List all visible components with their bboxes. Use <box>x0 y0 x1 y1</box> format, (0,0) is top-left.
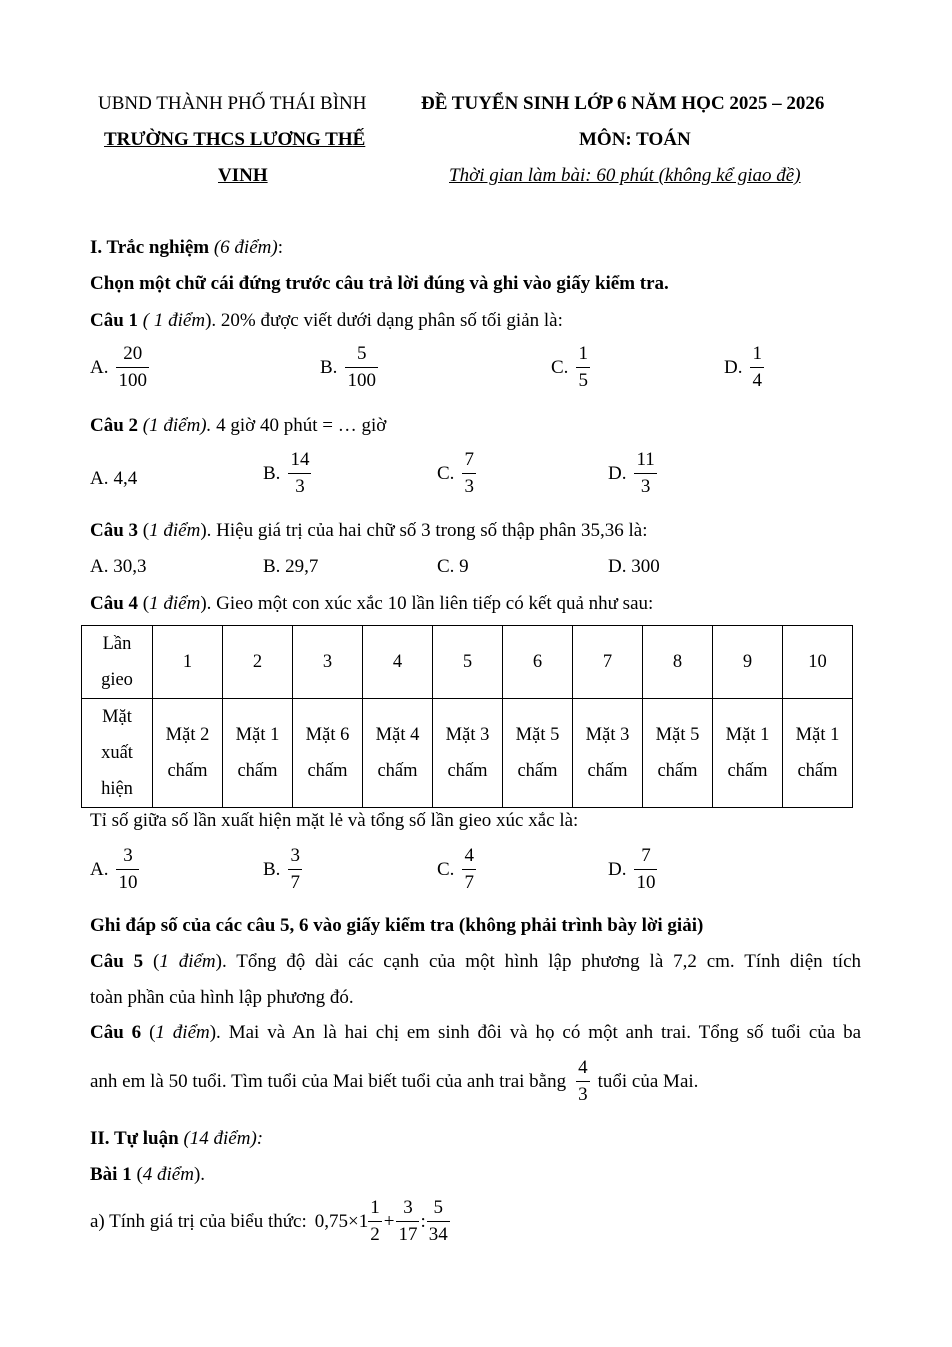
q4-option-a <box>90 846 139 894</box>
throw-cell: 3 <box>293 626 363 699</box>
face-suffix: chấm <box>447 761 488 781</box>
section1-instruction: Chọn một chữ cái đứng trước câu trả lời đúng và ghi vào giấy kiểm tra. <box>90 273 669 294</box>
q3-option-b: B. 29,7 <box>263 556 319 577</box>
q2-option-c <box>437 450 476 498</box>
denominator: 17 <box>398 1223 418 1245</box>
q4-option-d <box>608 846 657 894</box>
bai1-part-a <box>90 1198 450 1246</box>
face-suffix: chấm <box>517 761 558 781</box>
q6-points-open: ( <box>149 1022 156 1043</box>
time-limit: Thời gian làm bài: 60 phút (không kể giao đề) <box>449 165 801 186</box>
header-line: Lần <box>102 634 132 654</box>
q3-option-c: C. 9 <box>437 556 469 577</box>
section2-heading <box>90 1129 263 1148</box>
fraction <box>345 344 378 392</box>
q1-text <box>90 311 563 330</box>
denominator: 3 <box>578 1083 588 1105</box>
school-name: TRƯỜNG THCS LƯƠNG THẾ <box>104 129 366 150</box>
header-line: hiện <box>101 779 133 799</box>
q1-label: Câu 1 <box>90 310 139 331</box>
q4-body: ). Gieo một con xúc xắc 10 lần liên tiếp có kết quả như sau: <box>200 593 654 614</box>
q1-option-b <box>320 344 378 392</box>
throw-cell: 6 <box>503 626 573 699</box>
throw-cell: 4 <box>363 626 433 699</box>
q6-label: Câu 6 <box>90 1022 142 1043</box>
numerator: 1 <box>750 344 764 368</box>
bai1-points-close: ). <box>193 1164 206 1185</box>
option-letter: C. <box>437 462 455 484</box>
numerator: 4 <box>462 846 476 870</box>
numerator: 3 <box>116 846 139 870</box>
q1-body: ). 20% được viết dưới dạng phân số tối giản là: <box>205 310 563 331</box>
throw-cell: 9 <box>713 626 783 699</box>
q6-text-before: anh em là 50 tuổi. Tìm tuổi của Mai biết tuổi của anh trai bằng <box>90 1070 567 1092</box>
face-cell <box>223 699 293 808</box>
face-value: Mặt 3 <box>585 725 630 745</box>
fraction <box>116 344 149 392</box>
q3-points-open: ( <box>142 520 150 541</box>
face-suffix: chấm <box>377 761 418 781</box>
face-suffix: chấm <box>167 761 208 781</box>
face-value: Mặt 2 <box>165 725 210 745</box>
face-cell <box>573 699 643 808</box>
q2-label: Câu 2 <box>90 415 139 436</box>
throw-cell: 8 <box>643 626 713 699</box>
denominator: 3 <box>640 475 651 497</box>
q4-points: 1 điểm <box>149 593 201 614</box>
section2-title: II. Tự luận <box>90 1128 179 1149</box>
throw-cell: 7 <box>573 626 643 699</box>
throw-cell: 1 <box>153 626 223 699</box>
option-letter: A. <box>90 356 109 378</box>
bai1-points: 4 điểm <box>142 1164 194 1185</box>
face-value: Mặt 3 <box>445 725 490 745</box>
q4-points-open: ( <box>142 593 150 614</box>
q1-option-c <box>551 344 590 392</box>
fraction <box>750 344 764 392</box>
face-value: Mặt 1 <box>725 725 770 745</box>
face-suffix: chấm <box>657 761 698 781</box>
throw-cell: 10 <box>783 626 853 699</box>
q6-line1 <box>90 1023 861 1042</box>
denominator: 10 <box>636 871 656 893</box>
q4-option-c <box>437 846 476 894</box>
face-suffix: chấm <box>237 761 278 781</box>
q2-option-b <box>263 450 311 498</box>
subject-title: MÔN: TOÁN <box>579 129 691 150</box>
q3-points: 1 điểm <box>149 520 201 541</box>
face-suffix: chấm <box>587 761 628 781</box>
fraction <box>634 846 657 894</box>
q4-option-b <box>263 846 302 894</box>
face-value: Mặt 4 <box>375 725 420 745</box>
q3-option-d: D. 300 <box>608 556 660 577</box>
fraction <box>368 1198 382 1246</box>
school-name-cont: VINH <box>218 165 268 186</box>
q5-body: ). Tổng độ dài các cạnh của một hình lập phương là 7,2 cm. Tính diện tích <box>215 951 861 972</box>
numerator: 5 <box>427 1198 450 1222</box>
denominator: 100 <box>347 369 376 391</box>
face-cell <box>433 699 503 808</box>
q1-points: ( 1 điểm <box>142 310 206 331</box>
header-line: gieo <box>101 670 133 690</box>
option-letter: A. <box>90 468 109 489</box>
row-header-throw <box>82 626 153 699</box>
bai1-label: Bài 1 <box>90 1164 132 1185</box>
denominator: 10 <box>118 871 138 893</box>
bai1-heading <box>90 1165 205 1184</box>
q3-label: Câu 3 <box>90 520 139 541</box>
division-sign: : <box>420 1210 426 1232</box>
face-value: Mặt 5 <box>515 725 560 745</box>
denominator: 3 <box>464 475 474 497</box>
q5-points-open: ( <box>153 951 160 972</box>
fraction <box>576 344 590 392</box>
numerator: 14 <box>288 450 311 474</box>
numerator: 5 <box>345 344 378 368</box>
numerator: 7 <box>462 450 476 474</box>
q6-body: ). Mai và An là hai chị em sinh đôi và họ có một anh trai. Tổng số tuổi của ba <box>209 1022 862 1043</box>
answer-instruction: Ghi đáp số của các câu 5, 6 vào giấy kiểm tra (không phải trình bày lời giải) <box>90 915 704 936</box>
numerator: 3 <box>288 846 302 870</box>
face-value: Mặt 6 <box>305 725 350 745</box>
fraction <box>396 1198 419 1246</box>
q1-option-a <box>90 344 149 392</box>
denominator: 100 <box>118 369 147 391</box>
numerator: 1 <box>576 344 590 368</box>
denominator: 7 <box>464 871 474 893</box>
denominator: 7 <box>290 871 300 893</box>
numerator: 7 <box>634 846 657 870</box>
q5-points: 1 điểm <box>159 951 216 972</box>
expression-lead: 0,75×1 <box>314 1210 369 1232</box>
option-letter: D. <box>724 356 743 378</box>
header-line: xuất <box>101 743 133 763</box>
face-cell <box>643 699 713 808</box>
face-cell <box>783 699 853 808</box>
bai1-points-open: ( <box>136 1164 143 1185</box>
q2-option-a <box>90 450 137 508</box>
fraction <box>288 450 311 498</box>
denominator: 3 <box>295 475 305 497</box>
q4-ratio-question: Tỉ số giữa số lần xuất hiện mặt lẻ và tổng số lần gieo xúc xắc là: <box>90 810 579 831</box>
exam-title: ĐỀ TUYỂN SINH LỚP 6 NĂM HỌC 2025 – 2026 <box>421 93 825 114</box>
fraction <box>116 846 139 894</box>
q2-option-d <box>608 450 657 498</box>
numerator: 20 <box>116 344 149 368</box>
face-suffix: chấm <box>727 761 768 781</box>
dice-results-table <box>81 625 853 808</box>
fraction <box>427 1198 450 1246</box>
q3-option-a: A. 30,3 <box>90 556 147 577</box>
face-suffix: chấm <box>797 761 838 781</box>
numerator: 1 <box>368 1198 382 1222</box>
section1-points: (6 điểm) <box>213 237 278 258</box>
q2-points: (1 điểm). <box>142 415 212 436</box>
q1-option-d <box>724 344 764 392</box>
header-line: Mặt <box>102 707 132 727</box>
denominator: 5 <box>578 369 588 391</box>
face-value: Mặt 1 <box>235 725 280 745</box>
q2-body: 4 giờ 40 phút = … giờ <box>216 415 387 436</box>
face-cell <box>713 699 783 808</box>
face-value: Mặt 5 <box>655 725 700 745</box>
throw-cell: 5 <box>433 626 503 699</box>
face-cell <box>503 699 573 808</box>
fraction <box>288 846 302 894</box>
option-letter: B. <box>263 858 281 880</box>
table-row <box>82 626 853 699</box>
face-suffix: chấm <box>307 761 348 781</box>
q5-label: Câu 5 <box>90 951 144 972</box>
bai1-part-a-text: a) Tính giá trị của biểu thức: <box>90 1210 307 1232</box>
face-cell <box>293 699 363 808</box>
section1-colon: : <box>277 237 283 258</box>
numerator: 3 <box>396 1198 419 1222</box>
denominator: 2 <box>370 1223 380 1245</box>
q6-points: 1 điểm <box>155 1022 210 1043</box>
fraction <box>462 450 476 498</box>
q2-text <box>90 416 386 435</box>
q4-text <box>90 594 653 613</box>
option-letter: C. <box>551 356 569 378</box>
q3-text <box>90 521 648 540</box>
school-authority: UBND THÀNH PHỐ THÁI BÌNH <box>98 93 367 114</box>
q3-body: ). Hiệu giá trị của hai chữ số 3 trong số thập phân 35,36 là: <box>200 520 648 541</box>
fraction <box>462 846 476 894</box>
face-cell <box>363 699 433 808</box>
option-letter: C. <box>437 858 455 880</box>
table-row <box>82 699 853 808</box>
q5-line2: toàn phần của hình lập phương đó. <box>90 987 354 1008</box>
section1-title: I. Trắc nghiệm <box>90 237 210 258</box>
throw-cell: 2 <box>223 626 293 699</box>
row-header-face <box>82 699 153 808</box>
fraction <box>634 450 656 498</box>
option-letter: B. <box>320 356 338 378</box>
denominator: 34 <box>428 1223 448 1245</box>
option-letter: D. <box>608 858 627 880</box>
q4-label: Câu 4 <box>90 593 139 614</box>
q6-text-after: tuổi của Mai. <box>597 1070 699 1092</box>
fraction <box>576 1058 590 1106</box>
option-letter: B. <box>263 462 281 484</box>
option-letter: D. <box>608 462 627 484</box>
option-value: 4,4 <box>113 468 138 489</box>
plus-sign: + <box>383 1210 395 1232</box>
q6-line2 <box>90 1058 698 1106</box>
section2-points: (14 điểm): <box>183 1128 264 1149</box>
denominator: 4 <box>752 369 762 391</box>
numerator: 4 <box>576 1058 590 1082</box>
section1-heading <box>90 238 283 257</box>
face-cell <box>153 699 223 808</box>
numerator: 11 <box>634 450 656 474</box>
q5-line1 <box>90 952 861 971</box>
option-letter: A. <box>90 858 109 880</box>
face-value: Mặt 1 <box>795 725 840 745</box>
